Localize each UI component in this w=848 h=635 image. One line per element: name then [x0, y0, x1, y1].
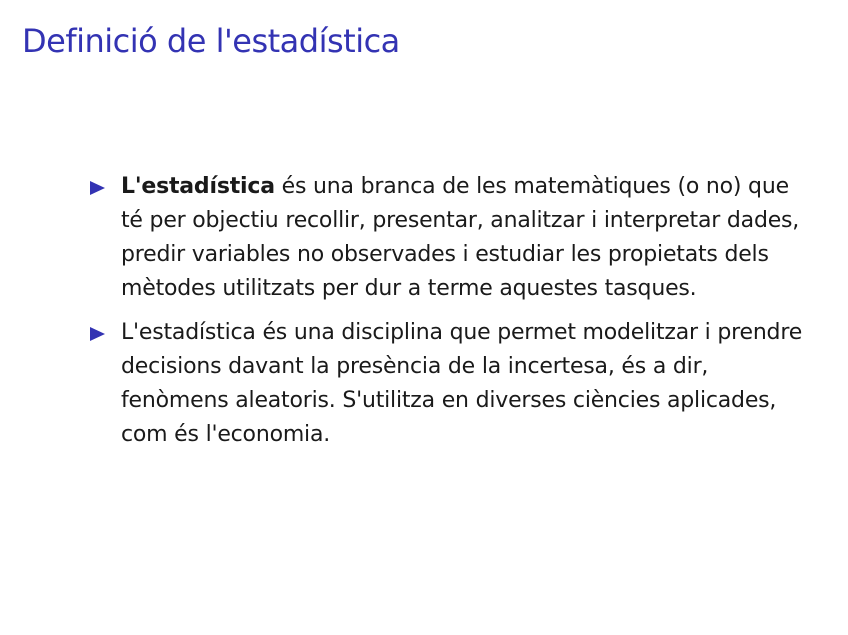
triangle-right-icon: [90, 327, 105, 341]
defined-term: L'estadística: [121, 174, 275, 199]
slide-title: Definició de l'estadística: [22, 22, 400, 60]
triangle-right-icon: [90, 181, 105, 195]
list-item: [88, 170, 808, 306]
list-item: [88, 316, 808, 452]
item-text: L'estadística és una disciplina que permet modelitzar i prendre decisions davant la presència de la incertesa, és a dir, fenòmens aleatoris. S'utilitza en diverses ciències aplicades, com és l'economia.: [121, 320, 803, 447]
item-text: és una branca de les matemàtiques (o no) que té per objectiu recollir, presentar, analitzar i interpretar dades, predir variables no observades i estudiar les propietats dels mètodes utilitzats per dur a terme aquestes tasques.: [121, 174, 800, 301]
bullet-list: [88, 170, 808, 462]
